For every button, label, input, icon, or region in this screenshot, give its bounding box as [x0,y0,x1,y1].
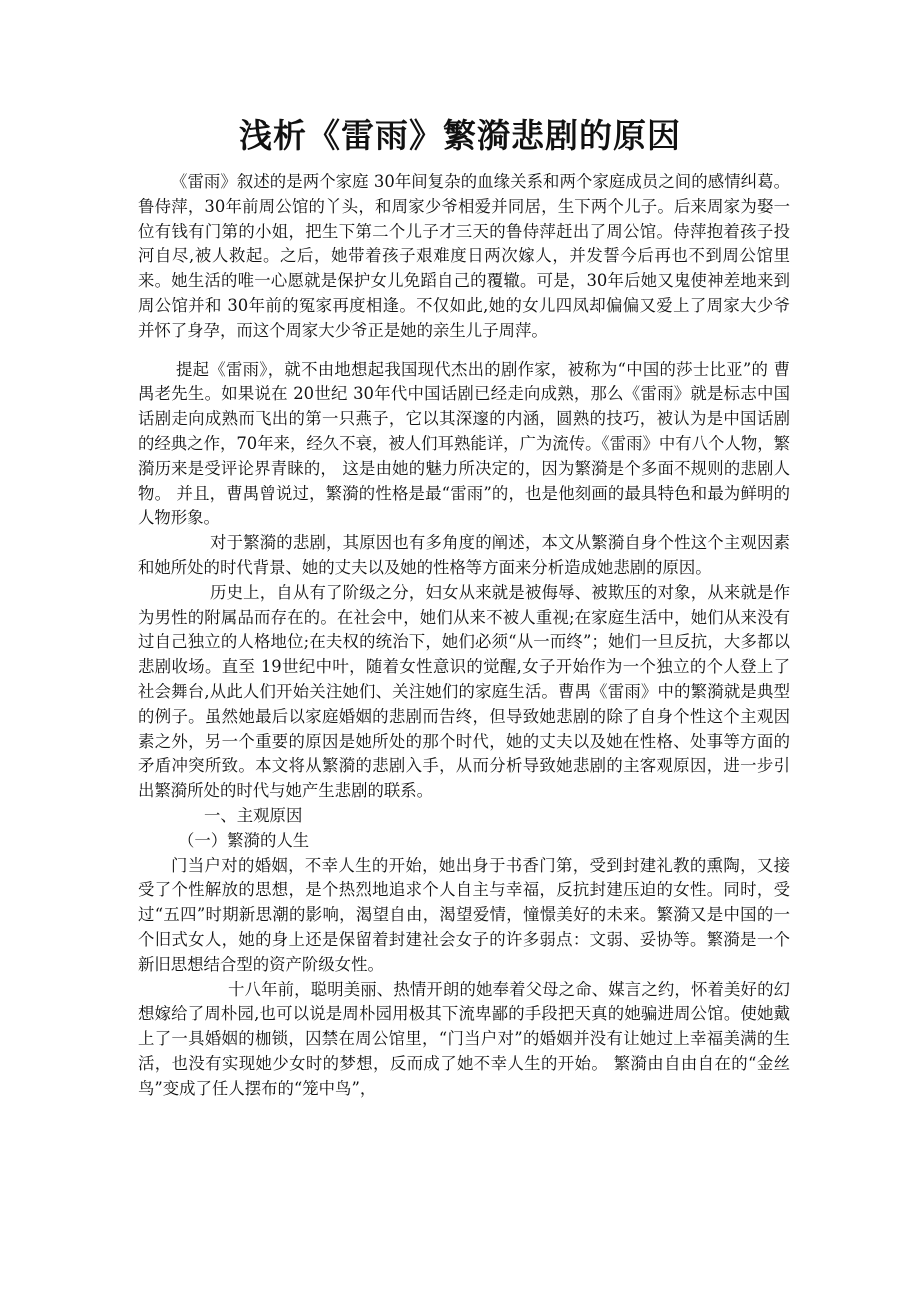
paragraph-eighteen-years: 十八年前，聪明美丽、热情开朗的她奉着父母之命、媒言之约，怀着美好的幻想嫁给了周朴园,也可以说是周朴园用极其下流卑鄙的手段把天真的她骗进周公馆。使她戴上了一具婚姻的枷锁，囚禁在周公馆里，“门当户对”的婚姻并没有让她过上幸福美满的生活，也没有实现她少女时的梦想，反而成了她不幸人生的开始。 繁漪由自由自在的“金丝鸟”变成了任人摆布的“笼中鸟”， [138,979,790,1098]
paragraph-introduction: 提起《雷雨》，就不由地想起我国现代杰出的剧作家，被称为“中国的莎士比亚”的 曹禺老先生。如果说在 20世纪 30年代中国话剧已经走向成熟，那么《雷雨》就是标志中国话剧走向成熟而飞出的第一只燕子，它以其深邃的内涵，圆熟的技巧，被认为是中国话剧的经典之作，70年来，经久不衰，被人们耳熟能详，广为流传。《雷雨》中有八个人物，繁漪历来是受评论界青睐的， 这是由她的魅力所决定的，因为繁漪是个多面不规则的悲剧人物。 并且，曹禺曾说过，繁漪的性格是最“雷雨”的，也是他刻画的最具特色和最为鲜明的人物形象。 [138,359,790,528]
paragraph-synopsis: 《雷雨》叙述的是两个家庭 30年间复杂的血缘关系和两个家庭成员之间的感情纠葛。鲁侍萍，30年前周公馆的丫头，和周家少爷相爱并同居，生下两个儿子。后来周家为娶一位有钱有门第的小姐，把生下第二个儿子才三天的鲁侍萍赶出了周公馆。侍萍抱着孩子投河自尽,被人救起。之后，她带着孩子艰难度日两次嫁人，并发誓今后再也不到周公馆里来。她生活的唯一心愿就是保护女儿免蹈自己的覆辙。可是，30年后她又鬼使神差地来到周公馆并和 30年前的冤家再度相逢。不仅如此,她的女儿四凤却偏偏又爱上了周家大少爷并怀了身孕，而这个周家大少爷正是她的亲生儿子周萍。 [138,172,790,340]
paragraph-marriage: 门当户对的婚姻，不幸人生的开始，她出身于书香门第，受到封建礼教的熏陶，又接受了个性解放的思想，是个热烈地追求个人自主与幸福，反抗封建压迫的女性。同时，受过“五四”时期新思潮的影响，渴望自由，渴望爱情，憧憬美好的未来。繁漪又是中国的一个旧式女人，她的身上还是保留着封建社会女子的许多弱点：文弱、妥协等。繁漪是一个新旧思想结合型的资产阶级女性。 [138,855,790,974]
document-body [138,170,790,1101]
paragraph-thesis: 对于繁漪的悲剧，其原因也有多角度的阐述，本文从繁漪自身个性这个主观因素和她所处的时代背景、她的丈夫以及她的性格等方面来分析造成她悲剧的原因。 [138,533,790,577]
section-heading: 一、主观原因 [204,805,303,825]
subsection-heading: （一）繁漪的人生 [178,830,310,850]
document-title: 浅析《雷雨》繁漪悲剧的原因 [239,116,681,155]
paragraph-history: 历史上，自从有了阶级之分，妇女从来就是被侮辱、被欺压的对象，从来就是作为男性的附属品而存在的。在社会中，她们从来不被人重视;在家庭生活中，她们从来没有过自己独立的人格地位;在夫权的统治下，她们必须“从一而终”；她们一旦反抗，大多都以悲剧收场。直至 19世纪中叶，随着女性意识的觉醒,女子开始作为一个独立的个人登上了社会舞台,从此人们开始关注她们、关注她们的家庭生活。曹禺《雷雨》中的繁漪就是典型的例子。虽然她最后以家庭婚姻的悲剧而告终，但导致她悲剧的除了自身个性这个主观因素之外，另一个重要的原因是她所处的那个时代，她的丈夫以及她在性格、处事等方面的矛盾冲突所致。本文将从繁漪的悲剧入手，从而分析导致她悲剧的主客观原因，进一步引出繁漪所处的时代与她产生悲剧的联系。 [138,582,790,801]
